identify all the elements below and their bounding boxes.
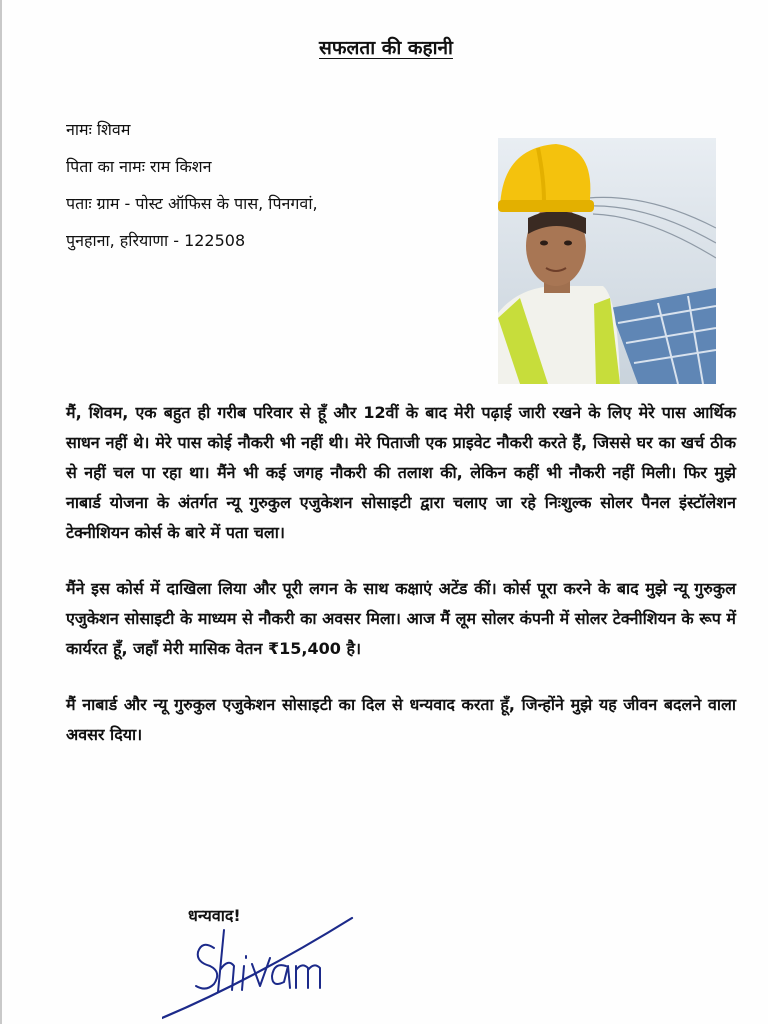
- story-paragraph-1: मैं, शिवम, एक बहुत ही गरीब परिवार से हूँ और 12वीं के बाद मेरी पढ़ाई जारी रखने के लिए मेरे पास आर्थिक साधन नहीं थे। मेरे पास कोई नौकरी भी नहीं थी। मेरे पिताजी एक प्राइवेट नौकरी करते हैं, जिससे घर का खर्च ठीक से नहीं चल पा रहा था। मैंने भी कई जगह नौकरी की तलाश की, लेकिन कहीं भी नौकरी नहीं मिली। फिर मुझे नाबार्ड योजना के अंतर्गत न्यू गुरुकुल एजुकेशन सोसाइटी द्वारा चलाए जा रहे निःशुल्क सोलर पैनल इंस्टॉलेशन टेक्नीशियन कोर्स के बारे में पता चला।: [66, 403, 736, 542]
- worker-photo-illustration: [498, 138, 716, 384]
- closing-thanks: धन्यवाद!: [188, 906, 241, 925]
- handwritten-signature: [162, 900, 362, 1020]
- name-line: नामः शिवम: [66, 120, 131, 139]
- address-line-2: पुनहाना, हरियाणा - 122508: [66, 231, 246, 250]
- personal-info-block: [66, 122, 486, 270]
- story-paragraph-2: मैंने इस कोर्स में दाखिला लिया और पूरी लगन के साथ कक्षाएं अटेंड कीं। कोर्स पूरा करने के बाद मुझे न्यू गुरुकुल एजुकेशन सोसाइटी के माध्यम से नौकरी का अवसर मिला। आज मैं लूम सोलर कंपनी में सोलर टेक्नीशियन के रूप में कार्यरत हूँ, जहाँ मेरी मासिक वेतन ₹15,400 है।: [66, 579, 736, 658]
- address-line-1: पताः ग्राम - पोस्ट ऑफिस के पास, पिनगवां,: [66, 194, 318, 213]
- document-title: [2, 34, 768, 60]
- story-body: [66, 398, 736, 776]
- father-name-line: पिता का नामः राम किशन: [66, 157, 212, 176]
- story-paragraph-3: मैं नाबार्ड और न्यू गुरुकुल एजुकेशन सोसाइटी का दिल से धन्यवाद करता हूँ, जिन्होंने मुझे यह जीवन बदलने वाला अवसर दिया।: [66, 695, 736, 744]
- title-text: सफलता की कहानी: [319, 37, 453, 59]
- worker-photo: [498, 138, 716, 384]
